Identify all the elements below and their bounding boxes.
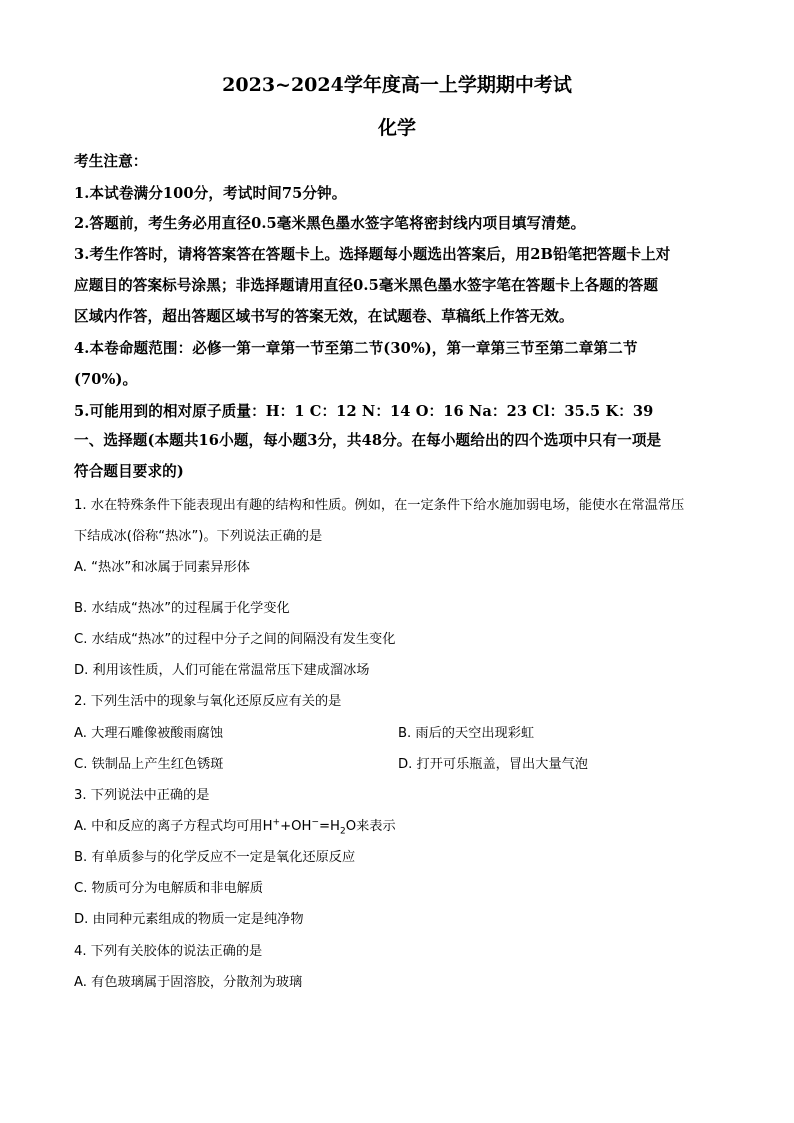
- notice-item-4-cont: (70%)。: [74, 371, 138, 388]
- notice-item-1: 1.本试卷满分100分，考试时间75分钟。: [74, 185, 347, 202]
- q4-stem: 4. 下列有关胶体的说法正确的是: [74, 944, 263, 959]
- notice-item-3-cont1: 应题目的答案标号涂黑；非选择题请用直径0.5毫米黑色墨水签字笔在答题卡上各题的答题: [74, 277, 659, 294]
- notice-heading: 考生注意：: [74, 153, 148, 170]
- q2-option-d: D. 打开可乐瓶盖，冒出大量气泡: [398, 757, 588, 772]
- q1-option-c: C. 水结成“热冰”的过程中分子之间的间隔没有发生变化: [74, 632, 396, 647]
- q1-option-a: A. “热冰”和冰属于同素异形体: [74, 560, 250, 575]
- q4-option-a: A. 有色玻璃属于固溶胶，分散剂为玻璃: [74, 975, 303, 990]
- notice-item-2: 2.答题前，考生务必用直径0.5毫米黑色墨水签字笔将密封线内项目填写清楚。: [74, 215, 586, 232]
- q3-option-a: A. 中和反应的离子方程式均可用$H^++OH^-=H_2O$来表示: [74, 817, 396, 837]
- section-heading-cont: 符合题目要求的): [74, 463, 184, 480]
- q1-stem-line2: 下结成冰(俗称“热冰”)。下列说法正确的是: [74, 529, 323, 544]
- subject-title: 化学: [377, 117, 416, 139]
- section-heading: 一、选择题(本题共16小题，每小题3分，共48分。在每小题给出的四个选项中只有一项是: [74, 432, 662, 449]
- q3-option-b: B. 有单质参与的化学反应不一定是氧化还原反应: [74, 850, 356, 865]
- notice-item-5: 5.可能用到的相对原子质量：H：1 C：12 N：14 O：16 Na：23 Cl：35.5 K：39: [74, 403, 654, 420]
- q3-stem: 3. 下列说法中正确的是: [74, 788, 210, 803]
- notice-item-4: 4.本卷命题范围：必修一第一章第一节至第二节(30%)，第一章第三节至第二章第二节: [74, 340, 638, 357]
- q2-option-a: A. 大理石雕像被酸雨腐蚀: [74, 726, 224, 741]
- q2-option-c: C. 铁制品上产生红色锈斑: [74, 757, 224, 772]
- q3-option-d: D. 由同种元素组成的物质一定是纯净物: [74, 912, 304, 927]
- q1-option-b: B. 水结成“热冰”的过程属于化学变化: [74, 601, 290, 616]
- q1-option-d: D. 利用该性质，人们可能在常温常压下建成溜冰场: [74, 663, 370, 678]
- q2-option-b: B. 雨后的天空出现彩虹: [398, 726, 535, 741]
- exam-title: 2023~2024学年度高一上学期期中考试: [222, 74, 572, 96]
- q2-stem: 2. 下列生活中的现象与氧化还原反应有关的是: [74, 694, 342, 709]
- q1-stem-line1: 1. 水在特殊条件下能表现出有趣的结构和性质。例如，在一定条件下给水施加弱电场，能使水在常温常压: [74, 498, 685, 513]
- q3-option-c: C. 物质可分为电解质和非电解质: [74, 881, 264, 896]
- notice-item-3: 3.考生作答时，请将答案答在答题卡上。选择题每小题选出答案后，用2B铅笔把答题卡上对: [74, 246, 671, 263]
- notice-item-3-cont2: 区域内作答，超出答题区域书写的答案无效，在试题卷、草稿纸上作答无效。: [74, 308, 574, 325]
